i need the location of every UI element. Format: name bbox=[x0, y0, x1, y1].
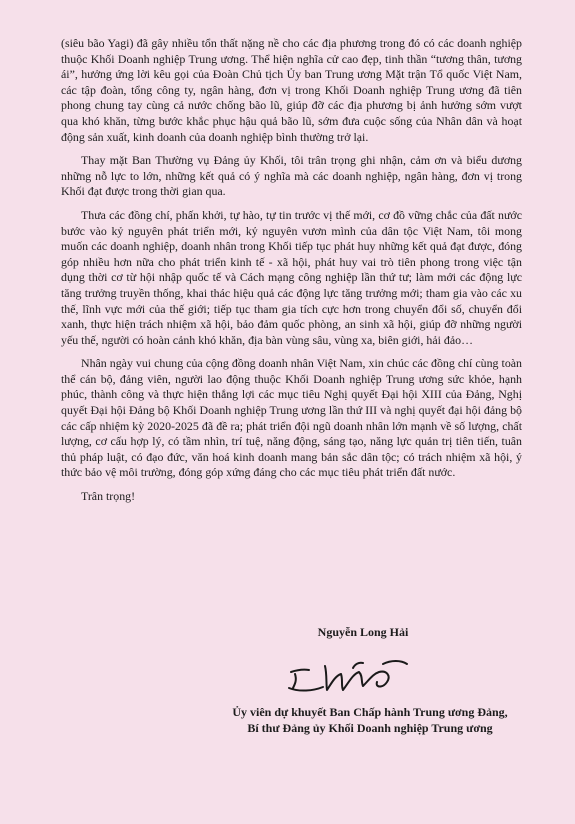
signer-title-line-1: Ủy viên dự khuyết Ban Chấp hành Trung ương Đảng, bbox=[232, 705, 508, 719]
paragraph-1: (siêu bão Yagi) đã gây nhiều tổn thất nặng nề cho các địa phương trong đó có các doanh nghiệp thuộc Khối Doanh nghiệp Trung ương. Thể hiện nghĩa cử cao đẹp, tinh thần “tương thân, tương ái”, hưởng ứng lời kêu gọi của Đoàn Chủ tịch Ủy ban Trung ương Mặt trận Tổ quốc Việt Nam, các tập đoàn, tổng công ty, ngân hàng, đơn vị trong Khối Doanh nghiệp Trung ương đã tiên phong chung tay cùng cả nước chống bão lũ, giúp đỡ các địa phương bị ảnh hưởng sớm vượt qua khó khăn, từng bước khắc phục hậu quả bão lũ, sớm đưa cuộc sống của Nhân dân và hoạt động sản xuất, kinh doanh của doanh nghiệp bình thường trở lại. bbox=[61, 36, 522, 144]
handwritten-signature bbox=[283, 654, 433, 700]
signer-title bbox=[190, 704, 550, 736]
paragraph-3: Thưa các đồng chí, phấn khởi, tự hào, tự tin trước vị thế mới, cơ đồ vững chắc của đất nước bước vào kỷ nguyên phát triển mới, kỷ nguyên vươn mình của dân tộc Việt Nam, tôi mong muốn các doanh nghiệp, doanh nhân trong Khối tiếp tục phát huy những kết quả đạt được, đóng góp nhiều hơn nữa cho phát triển kinh tế - xã hội, phát huy vai trò tiên phong trong việc tận dụng thời cơ từ hội nhập quốc tế và Cách mạng công nghiệp lần thứ tư; làm mới các động lực tăng trưởng truyền thống, khai thác hiệu quả các động lực tăng trưởng mới; tham gia vào các xu thế, lĩnh vực mới của thế giới; tiếp tục tham gia tích cực hơn trong chuyển đổi số, chuyển đổi xanh, thực hiện trách nhiệm xã hội, bảo đảm quốc phòng, an sinh xã hội, giúp đỡ những người yếu thế, người có hoàn cảnh khó khăn, địa bàn vùng sâu, vùng xa, biên giới, hải đảo… bbox=[61, 207, 522, 347]
signer-name: Nguyễn Long Hải bbox=[317, 625, 409, 639]
closing-line: Trân trọng! bbox=[81, 489, 136, 504]
signer-title-line-2: Bí thư Đảng ủy Khối Doanh nghiệp Trung ương bbox=[247, 721, 493, 735]
letter-body bbox=[61, 36, 522, 513]
paragraph-4: Nhân ngày vui chung của cộng đồng doanh nhân Việt Nam, xin chúc các đồng chí cùng toàn thể cán bộ, đảng viên, người lao động thuộc Khối Doanh nghiệp Trung ương sức khỏe, hạnh phúc, thành công và thực hiện thắng lợi các mục tiêu Nghị quyết Đại hội XIII của Đảng, Nghị quyết Đại hội Đảng bộ Khối Doanh nghiệp Trung ương lần thứ III và nghị quyết đại hội đảng bộ các cấp nhiệm kỳ 2020-2025 đã đề ra; phát triển đội ngũ doanh nhân lớn mạnh về số lượng, chất lượng, cơ cấu hợp lý, có tầm nhìn, trí tuệ, năng động, sáng tạo, năng lực quản trị tiên tiến, tuân thủ pháp luật, có đạo đức, văn hoá kinh doanh mang bản sắc dân tộc; có trách nhiệm xã hội, ý thức bảo vệ môi trường, đóng góp xứng đáng cho các mục tiêu phát triển đất nước. bbox=[61, 356, 522, 480]
paragraph-2: Thay mặt Ban Thường vụ Đảng ủy Khối, tôi trân trọng ghi nhận, cảm ơn và biểu dương những nỗ lực to lớn, những kết quả có ý nghĩa mà các doanh nghiệp, ngân hàng, đơn vị trong Khối đạt được trong thời gian qua. bbox=[61, 153, 522, 199]
